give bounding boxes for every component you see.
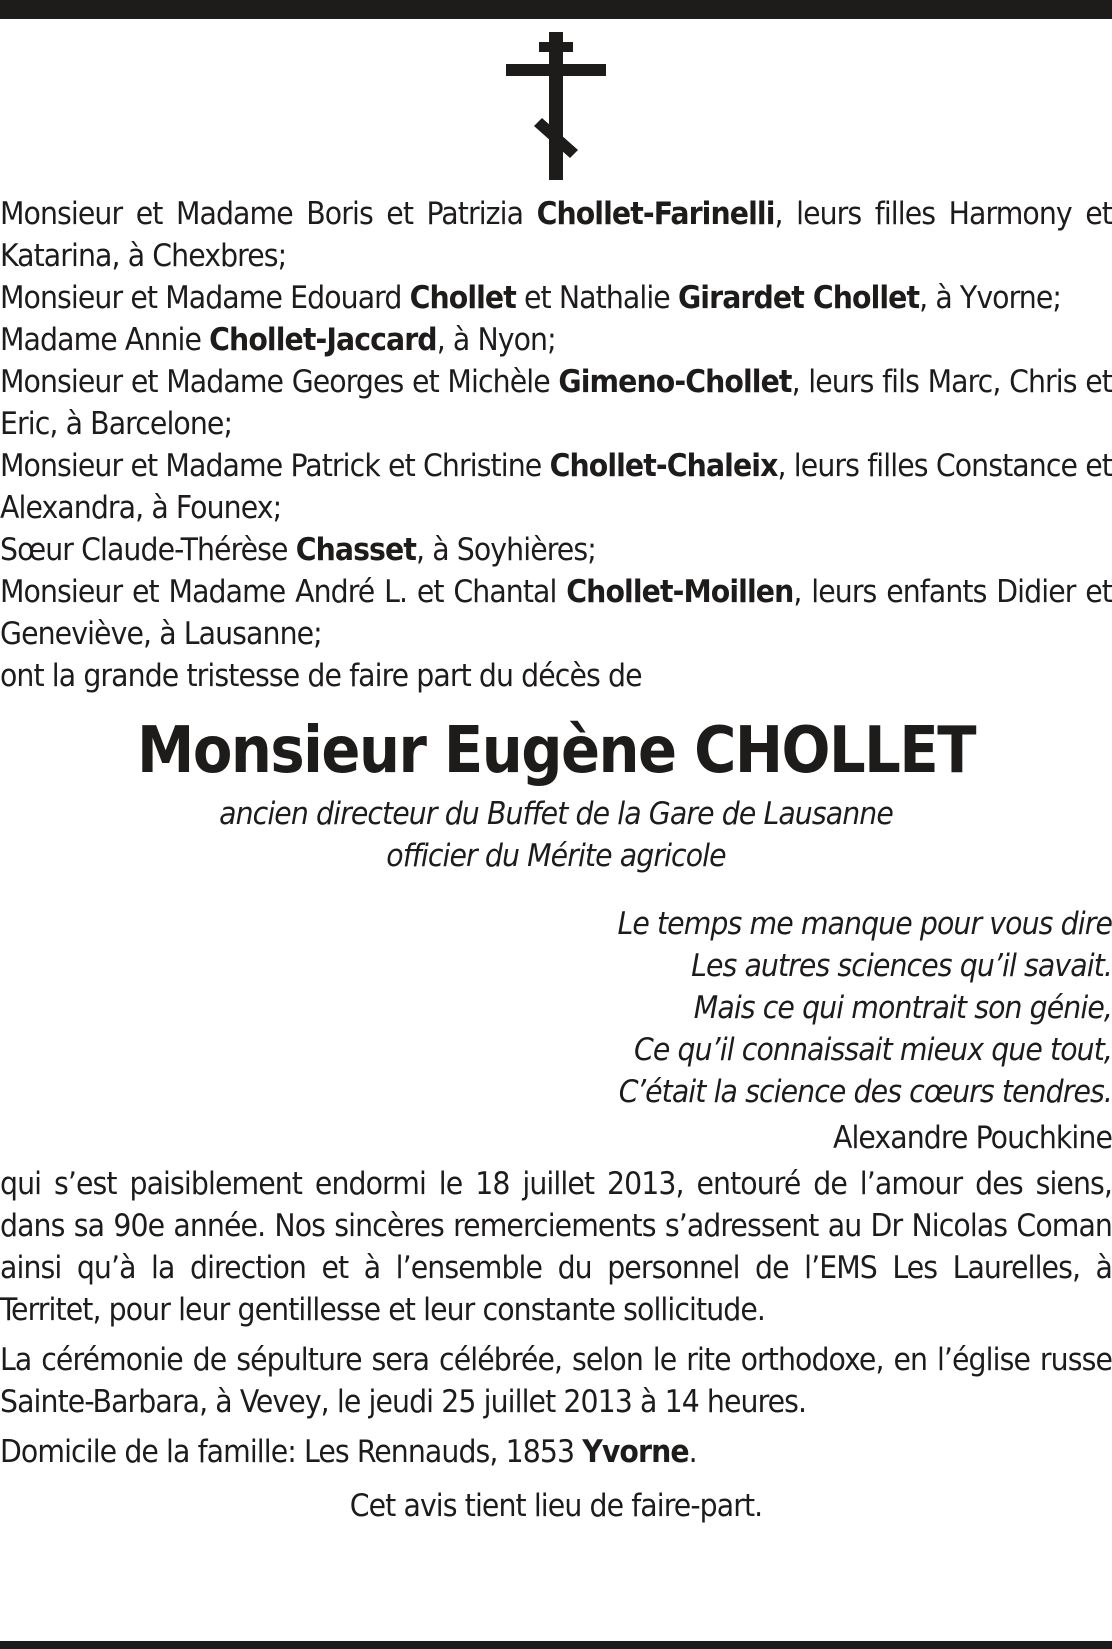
poem-line: Le temps me manque pour vous dire [617,906,1112,942]
domicile-line: Domicile de la famille: Les Rennauds, 1853 Yvorne. [0,1434,697,1470]
poem-line: C’était la science des cœurs tendres. [618,1074,1112,1110]
announcement-line: ont la grande tristesse de faire part du décès de [0,658,642,694]
family-list [0,193,1112,697]
family-entry: Monsieur et Madame Patrick et Christine Chollet-Chaleix, leurs filles Constance et Alexandra, à Founex; [0,448,1112,526]
family-surname: Chollet-Jaccard [209,322,437,358]
family-entry: Madame Annie Chollet-Jaccard, à Nyon; [0,322,556,358]
closing-note: Cet avis tient lieu de faire-part. [349,1488,763,1524]
family-surname: Chollet-Chaleix [549,448,778,484]
family-surname: Chollet-Moillen [566,574,794,610]
passing-paragraph: qui s’est paisiblement endormi le 18 juillet 2013, entouré de l’amour des siens, dans sa 90e année. Nos sincères remerciements s’adressent au Dr Nicolas Coman ainsi qu’à la direction et à l’ensemble du personnel de l’EMS Les Laurelles, à Territet, pour leur gentillesse et leur constante sollicitude. [0,1166,1112,1328]
deceased-name: Monsieur Eugène CHOLLET [137,714,975,788]
ceremony-paragraph: La cérémonie de sépulture sera célébrée, selon le rite orthodoxe, en l’église russe Sainte-Barbara, à Vevey, le jeudi 25 juillet 2013 à 14 heures. [0,1342,1112,1420]
poem-line: Les autres sciences qu’il savait. [691,948,1112,984]
family-surname: Chollet-Farinelli [536,196,775,232]
family-entry: Sœur Claude-Thérèse Chasset, à Soyhières; [0,532,596,568]
family-surname: Gimeno-Chollet [558,364,792,400]
poem-line: Ce qu’il connaissait mieux que tout, [633,1032,1112,1068]
deceased-title: ancien directeur du Buffet de la Gare de Lausanne [219,796,893,832]
family-entry: Monsieur et Madame Edouard Chollet et Nathalie Girardet Chollet, à Yvorne; [0,280,1062,316]
family-entry: Monsieur et Madame Boris et Patrizia Chollet-Farinelli, leurs filles Harmony et Katarina, à Chexbres; [0,196,1112,274]
obituary-content [0,193,1112,1527]
family-surname: Girardet Chollet [677,280,920,316]
family-entry: Monsieur et Madame Georges et Michèle Gimeno-Chollet, leurs fils Marc, Chris et Eric, à Barcelone; [0,364,1112,442]
orthodox-cross-icon [506,32,606,180]
family-entry: Monsieur et Madame André L. et Chantal Chollet-Moillen, leurs enfants Didier et Geneviève, à Lausanne; [0,574,1112,652]
family-surname: Chasset [295,532,417,568]
poem-author: Alexandre Pouchkine [832,1120,1112,1156]
bottom-border-rule [0,1641,1112,1649]
top-border-rule [0,0,1112,19]
poem [0,903,1112,1113]
family-surname: Chollet [409,280,516,316]
deceased-title: officier du Mérite agricole [386,838,726,874]
domicile-town: Yvorne [582,1434,689,1470]
poem-line: Mais ce qui montrait son génie, [693,990,1112,1026]
